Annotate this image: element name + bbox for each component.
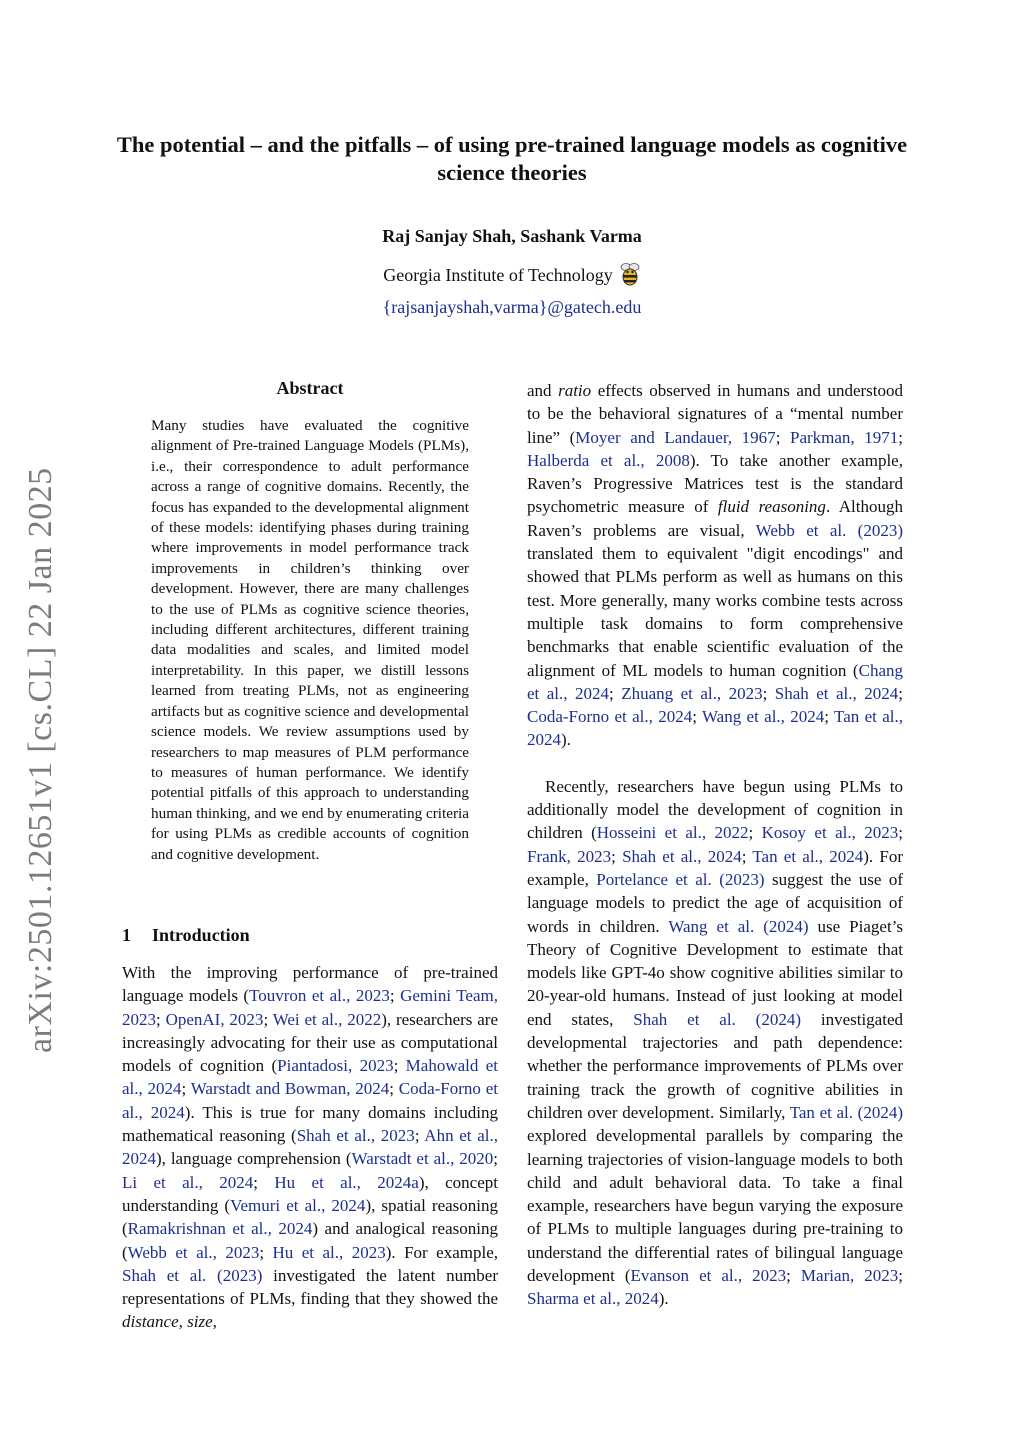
citation-link[interactable]: Tan et al. (2024) (789, 1102, 903, 1122)
author-email-link[interactable]: {rajsanjayshah,varma}@gatech.edu (382, 297, 642, 317)
body-text: ; (824, 707, 835, 727)
body-text: investigated developmental trajectories and path dependence: whether the performance improvements of PLMs over training track the growth of cognitive abilities in children over development. Similarly, (527, 1009, 903, 1122)
citation-link[interactable]: Sharma et al., 2024 (527, 1289, 659, 1309)
affiliation-name: Georgia Institute of Technology (383, 265, 613, 285)
italic-term: fluid reasoning (717, 497, 826, 517)
citation-link[interactable]: Zhuang et al., 2023 (621, 683, 763, 703)
arxiv-identifier-sidebar: arXiv:2501.12651v1 [cs.CL] 22 Jan 2025 (22, 467, 59, 1053)
body-text: ; (393, 1056, 406, 1076)
body-text: investigated the latent number representations of PLMs, finding that they showed the (122, 1265, 498, 1309)
body-text: ; (389, 986, 401, 1006)
citation-link[interactable]: Webb et al. (2023) (755, 520, 904, 540)
citation-link[interactable]: Kosoy et al., 2023 (761, 823, 899, 843)
citation-link[interactable]: Piantadosi, 2023 (277, 1056, 394, 1076)
body-text: ; (898, 427, 903, 447)
body-text: ; (748, 823, 762, 843)
body-text: ; (786, 1265, 801, 1285)
body-text: ; (253, 1172, 275, 1192)
citation-link[interactable]: Gemini Team, 2023 (122, 986, 498, 1029)
body-text: Recently, researchers have begun using PLMs to additionally model the development of cognition in children ( (527, 776, 903, 843)
body-text: ) and analogical reasoning ( (122, 1219, 498, 1262)
body-text: ; (608, 683, 622, 703)
body-text: ; (263, 1009, 273, 1029)
abstract-heading: Abstract (276, 378, 344, 398)
citation-link[interactable]: Hosseini et al., 2022 (596, 823, 749, 843)
body-text: , (178, 1312, 188, 1332)
body-text: suggest the use of language models to predict the age of acquisition of words in children. (527, 869, 903, 936)
body-text: ), concept understanding ( (122, 1172, 499, 1215)
body-text: ; (181, 1079, 191, 1099)
bee-mascot-icon (619, 261, 641, 294)
citation-link[interactable]: Shah et al., 2024 (774, 683, 899, 703)
body-text: ; (762, 683, 775, 703)
italic-term: size (187, 1312, 213, 1332)
paper-authors: Raj Sanjay Shah, Sashank Varma (382, 226, 642, 246)
italic-term: distance (122, 1312, 179, 1332)
citation-link[interactable]: Coda-Forno et al., 2024 (527, 707, 693, 727)
citation-link[interactable]: Touvron et al., 2023 (249, 986, 390, 1006)
body-text: , (212, 1312, 217, 1332)
body-text: ; (611, 846, 623, 866)
body-text: ). (561, 730, 571, 750)
citation-link[interactable]: Shah et al., 2024 (622, 846, 742, 866)
body-text: ; (898, 823, 903, 843)
body-text: ). (658, 1289, 669, 1309)
citation-link[interactable]: Ramakrishnan et al., 2024 (127, 1219, 313, 1239)
body-text: ; (741, 846, 753, 866)
citation-link[interactable]: Shah et al. (2024) (633, 1009, 801, 1029)
body-text: ; (775, 427, 790, 447)
citation-link[interactable]: Portelance et al. (2023) (596, 869, 765, 889)
citation-link[interactable]: Vemuri et al., 2024 (230, 1195, 366, 1215)
body-text: . Although Raven’s problems are visual, (527, 497, 903, 540)
introduction-paragraph (527, 775, 903, 1311)
citation-link[interactable]: Ahn et al., 2024 (122, 1126, 498, 1169)
citation-link[interactable]: Evanson et al., 2023 (630, 1265, 787, 1285)
citation-link[interactable]: Wang et al. (2024) (668, 916, 809, 936)
body-text: ). For example, (527, 846, 903, 889)
body-text: ; (493, 1149, 498, 1169)
citation-link[interactable]: Parkman, 1971 (790, 427, 899, 447)
citation-link[interactable]: Warstadt et al., 2020 (351, 1149, 494, 1169)
body-text: translated them to equivalent "digit encodings" and showed that PLMs perform as well as humans on this test. More generally, many works combine tests across multiple task domains to form comprehensive benchmarks that enable scientific evaluation of the alignment of ML models to human cognition ( (527, 544, 903, 680)
body-text: and (527, 381, 559, 400)
introduction-left-column (122, 961, 498, 1334)
body-text: ; (259, 1242, 273, 1262)
body-text: ; (898, 683, 903, 703)
paper-title: The potential – and the pitfalls – of using pre-trained language models as cognitive science theories (116, 132, 908, 185)
citation-link[interactable]: Tan et al., 2024 (752, 846, 864, 866)
body-text: ). For example, (385, 1242, 498, 1262)
citation-link[interactable]: Li et al., 2024 (122, 1172, 254, 1192)
citation-link[interactable]: Tan et al., 2024 (527, 707, 904, 750)
body-text: ). This is true for many domains including mathematical reasoning ( (122, 1102, 498, 1146)
citation-link[interactable]: Frank, 2023 (527, 846, 612, 866)
abstract-body: Many studies have evaluated the cognitive alignment of Pre-trained Language Models (PLMs), i.e., their correspondence to adult performance across a range of cognitive domains. Recently, the focus has expanded to the developmental alignment of these models: identifying phases during training where improvements in model performance track improvements in children’s thinking over development. However, there are many challenges to the use of PLMs as cognitive science theories, including different architectures, different training data modalities and scales, and limited model interpretability. In this paper, we distill lessons learned from treating PLMs, not as engineering artifacts but as cognitive science and developmental science models. We review assumptions used by researchers to map measures of PLM performance to measures of human performance. We identify potential pitfalls of this approach to understanding human thinking, and we end by enumerating criteria for using PLMs as credible accounts of cognition and cognitive development. (151, 417, 469, 863)
body-text: ), researchers are increasingly advocating for their use as computational models of cognition ( (122, 1009, 499, 1076)
citation-link[interactable]: Chang et al., 2024 (527, 660, 903, 703)
introduction-right-column (527, 379, 903, 1311)
body-text: ; (898, 1265, 904, 1285)
body-text: ; (692, 707, 702, 727)
citation-link[interactable]: Moyer and Landauer, 1967 (575, 427, 776, 447)
italic-term: ratio (558, 381, 592, 400)
body-text: ), spatial reasoning ( (122, 1195, 498, 1239)
body-text: ; (414, 1126, 425, 1146)
citation-link[interactable]: Hu et al., 2023 (272, 1242, 386, 1262)
citation-link[interactable]: OpenAI, 2023 (165, 1009, 264, 1029)
body-text: ; (389, 1079, 399, 1099)
citation-link[interactable]: Hu et al., 2024a (274, 1172, 419, 1192)
body-text: With the improving performance of pre-trained language models ( (122, 963, 498, 1006)
body-text: use Piaget’s Theory of Cognitive Development to estimate that models like GPT-4o show cognitive abilities similar to 20-year-old humans. Instead of just looking at model end states, (527, 916, 904, 1029)
citation-link[interactable]: Shah et al. (2023) (122, 1265, 263, 1285)
citation-link[interactable]: Mahowald et al., 2024 (122, 1056, 498, 1099)
section-title: Introduction (152, 925, 250, 945)
citation-link[interactable]: Halberda et al., 2008 (527, 450, 690, 470)
body-text: ), language comprehension ( (156, 1149, 352, 1169)
body-text: ; (156, 1009, 166, 1029)
introduction-paragraph (122, 961, 498, 1334)
body-text: ). To take another example, Raven’s Progressive Matrices test is the standard psychometric measure of (527, 450, 903, 517)
author-affiliation-block (110, 261, 914, 320)
body-text: effects observed in humans and understood to be the behavioral signatures of a “mental number line” ( (527, 381, 903, 447)
section-number: 1 (122, 925, 131, 945)
section-heading-introduction (122, 925, 250, 946)
introduction-paragraph (527, 379, 903, 752)
citation-link[interactable]: Webb et al., 2023 (127, 1242, 260, 1262)
citation-link[interactable]: Marian, 2023 (800, 1265, 899, 1285)
body-text: explored developmental parallels by comparing the learning trajectories of vision-language models to both child and adult behavioral data. To take a final example, researchers have begun varying the exposure of PLMs to multiple languages during pre-training to understand the differential rates of bilingual language development ( (527, 1126, 903, 1285)
citation-link[interactable]: Wei et al., 2022 (272, 1009, 382, 1029)
citation-link[interactable]: Shah et al., 2023 (296, 1126, 415, 1146)
citation-link[interactable]: Coda-Forno et al., 2024 (122, 1079, 498, 1122)
citation-link[interactable]: Wang et al., 2024 (701, 707, 825, 727)
citation-link[interactable]: Warstadt and Bowman, 2024 (190, 1079, 390, 1099)
